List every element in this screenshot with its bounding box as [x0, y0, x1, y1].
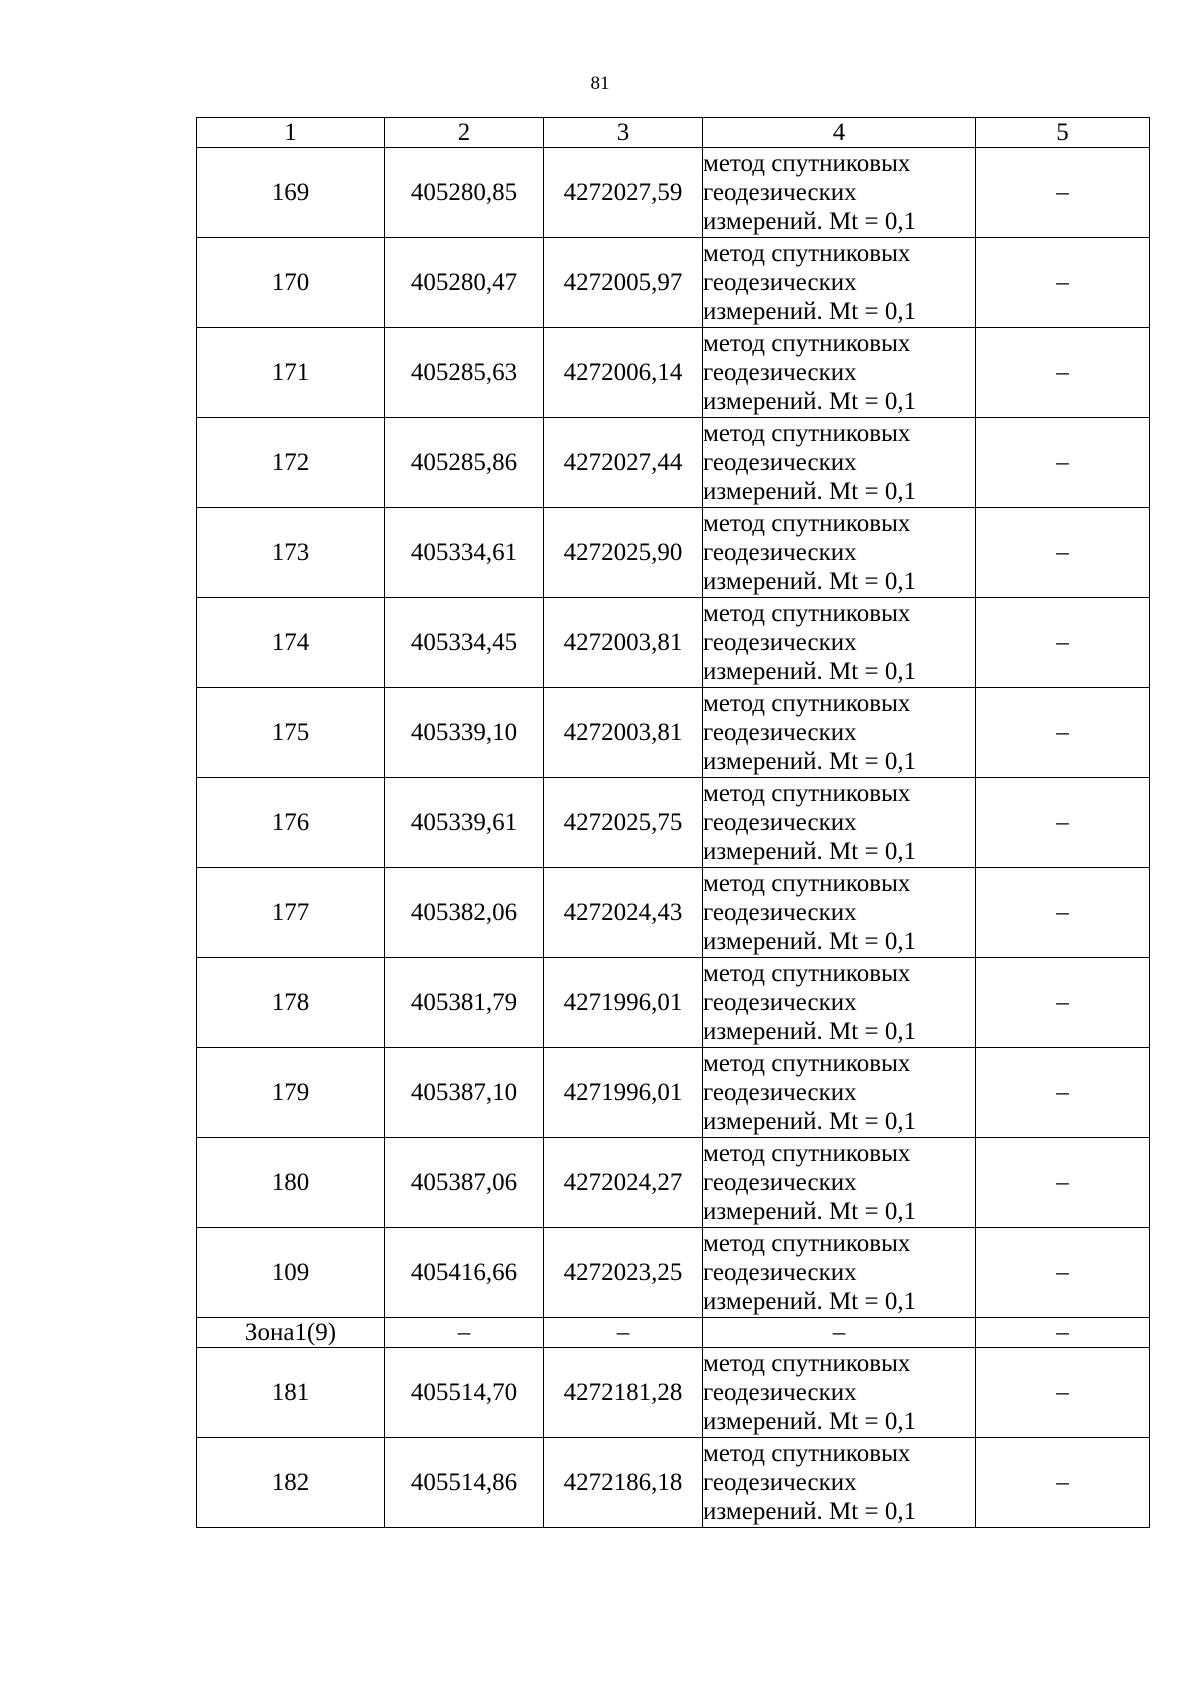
method-cell: [703, 1348, 976, 1438]
point-number-cell: 177: [197, 868, 385, 958]
zone-row: [197, 1318, 1150, 1348]
method-cell: [703, 328, 976, 418]
method-cell: [703, 958, 976, 1048]
point-number-cell: 176: [197, 778, 385, 868]
y-coordinate-cell: 4272006,14: [544, 328, 703, 418]
column-header: 2: [385, 118, 544, 148]
method-line: геодезических: [703, 629, 857, 656]
col5-cell: –: [976, 688, 1150, 778]
table-row: [197, 418, 1150, 508]
column-header: 5: [976, 118, 1150, 148]
col5-cell: –: [976, 508, 1150, 598]
method-line: геодезических: [703, 719, 857, 746]
table-header-row: [197, 118, 1150, 148]
method-cell: [703, 418, 976, 508]
method-cell: [703, 778, 976, 868]
y-coordinate-cell: 4272023,25: [544, 1228, 703, 1318]
method-line: измерений. Mt = 0,1: [703, 298, 917, 325]
table-row: [197, 238, 1150, 328]
point-number-cell: 181: [197, 1348, 385, 1438]
point-number-cell: 109: [197, 1228, 385, 1318]
point-number-cell: 178: [197, 958, 385, 1048]
zone-cell: –: [703, 1318, 976, 1348]
table-row: [197, 508, 1150, 598]
table-row: [197, 1138, 1150, 1228]
x-coordinate-cell: 405514,70: [385, 1348, 544, 1438]
method-line: метод спутниковых: [703, 780, 911, 807]
col5-cell: –: [976, 148, 1150, 238]
method-line: геодезических: [703, 1259, 857, 1286]
y-coordinate-cell: 4272003,81: [544, 598, 703, 688]
method-line: измерений. Mt = 0,1: [703, 1498, 917, 1525]
col5-cell: –: [976, 1348, 1150, 1438]
x-coordinate-cell: 405280,85: [385, 148, 544, 238]
method-line: геодезических: [703, 1079, 857, 1106]
table-row: [197, 958, 1150, 1048]
method-cell: [703, 688, 976, 778]
y-coordinate-cell: 4271996,01: [544, 1048, 703, 1138]
table-row: [197, 1438, 1150, 1528]
method-line: геодезических: [703, 359, 857, 386]
method-line: геодезических: [703, 809, 857, 836]
col5-cell: –: [976, 418, 1150, 508]
column-header: 3: [544, 118, 703, 148]
table-body: [197, 148, 1150, 1528]
method-line: геодезических: [703, 539, 857, 566]
method-line: измерений. Mt = 0,1: [703, 568, 917, 595]
point-number-cell: 182: [197, 1438, 385, 1528]
method-line: метод спутниковых: [703, 600, 911, 627]
method-cell: [703, 1228, 976, 1318]
method-line: метод спутниковых: [703, 1140, 911, 1167]
method-line: метод спутниковых: [703, 150, 911, 177]
method-line: метод спутниковых: [703, 1050, 911, 1077]
point-number-cell: 171: [197, 328, 385, 418]
x-coordinate-cell: 405334,45: [385, 598, 544, 688]
y-coordinate-cell: 4272005,97: [544, 238, 703, 328]
method-cell: [703, 1438, 976, 1528]
method-cell: [703, 1138, 976, 1228]
x-coordinate-cell: 405387,06: [385, 1138, 544, 1228]
table-row: [197, 778, 1150, 868]
method-cell: [703, 1048, 976, 1138]
col5-cell: –: [976, 238, 1150, 328]
method-line: измерений. Mt = 0,1: [703, 1108, 917, 1135]
x-coordinate-cell: 405285,86: [385, 418, 544, 508]
method-line: измерений. Mt = 0,1: [703, 1408, 917, 1435]
method-cell: [703, 598, 976, 688]
point-number-cell: 174: [197, 598, 385, 688]
method-line: измерений. Mt = 0,1: [703, 1288, 917, 1315]
y-coordinate-cell: 4271996,01: [544, 958, 703, 1048]
x-coordinate-cell: 405387,10: [385, 1048, 544, 1138]
x-coordinate-cell: 405416,66: [385, 1228, 544, 1318]
point-number-cell: 170: [197, 238, 385, 328]
zone-cell: –: [385, 1318, 544, 1348]
method-line: измерений. Mt = 0,1: [703, 748, 917, 775]
y-coordinate-cell: 4272003,81: [544, 688, 703, 778]
y-coordinate-cell: 4272024,27: [544, 1138, 703, 1228]
method-cell: [703, 508, 976, 598]
method-line: метод спутниковых: [703, 870, 911, 897]
zone-cell: –: [976, 1318, 1150, 1348]
y-coordinate-cell: 4272025,90: [544, 508, 703, 598]
table-row: [197, 1228, 1150, 1318]
x-coordinate-cell: 405339,61: [385, 778, 544, 868]
method-line: геодезических: [703, 269, 857, 296]
method-line: метод спутниковых: [703, 330, 911, 357]
point-number-cell: 179: [197, 1048, 385, 1138]
method-line: измерений. Mt = 0,1: [703, 388, 917, 415]
y-coordinate-cell: 4272024,43: [544, 868, 703, 958]
method-line: метод спутниковых: [703, 1440, 911, 1467]
y-coordinate-cell: 4272025,75: [544, 778, 703, 868]
col5-cell: –: [976, 1438, 1150, 1528]
table-row: [197, 868, 1150, 958]
y-coordinate-cell: 4272027,59: [544, 148, 703, 238]
point-number-cell: 169: [197, 148, 385, 238]
col5-cell: –: [976, 958, 1150, 1048]
zone-label-cell: Зона1(9): [197, 1318, 385, 1348]
method-line: метод спутниковых: [703, 1350, 911, 1377]
page-number: 81: [590, 73, 610, 94]
table-row: [197, 1348, 1150, 1438]
point-number-cell: 173: [197, 508, 385, 598]
col5-cell: –: [976, 598, 1150, 688]
method-line: геодезических: [703, 899, 857, 926]
column-header: 4: [703, 118, 976, 148]
x-coordinate-cell: 405334,61: [385, 508, 544, 598]
method-line: измерений. Mt = 0,1: [703, 1018, 917, 1045]
x-coordinate-cell: 405514,86: [385, 1438, 544, 1528]
table-row: [197, 598, 1150, 688]
method-line: геодезических: [703, 989, 857, 1016]
y-coordinate-cell: 4272181,28: [544, 1348, 703, 1438]
col5-cell: –: [976, 1138, 1150, 1228]
table-row: [197, 148, 1150, 238]
point-number-cell: 175: [197, 688, 385, 778]
method-line: измерений. Mt = 0,1: [703, 658, 917, 685]
x-coordinate-cell: 405382,06: [385, 868, 544, 958]
method-line: метод спутниковых: [703, 690, 911, 717]
method-line: измерений. Mt = 0,1: [703, 928, 917, 955]
method-line: геодезических: [703, 449, 857, 476]
method-line: измерений. Mt = 0,1: [703, 478, 917, 505]
method-line: измерений. Mt = 0,1: [703, 1198, 917, 1225]
method-line: метод спутниковых: [703, 1230, 911, 1257]
y-coordinate-cell: 4272027,44: [544, 418, 703, 508]
method-line: метод спутниковых: [703, 510, 911, 537]
method-cell: [703, 868, 976, 958]
zone-cell: –: [544, 1318, 703, 1348]
x-coordinate-cell: 405280,47: [385, 238, 544, 328]
table-row: [197, 328, 1150, 418]
method-cell: [703, 238, 976, 328]
method-line: метод спутниковых: [703, 420, 911, 447]
column-header: 1: [197, 118, 385, 148]
method-line: измерений. Mt = 0,1: [703, 208, 917, 235]
col5-cell: –: [976, 868, 1150, 958]
method-line: метод спутниковых: [703, 960, 911, 987]
coordinates-table: [196, 117, 1150, 1528]
col5-cell: –: [976, 1228, 1150, 1318]
method-line: геодезических: [703, 1469, 857, 1496]
col5-cell: –: [976, 328, 1150, 418]
table-row: [197, 688, 1150, 778]
col5-cell: –: [976, 1048, 1150, 1138]
method-line: геодезических: [703, 1379, 857, 1406]
x-coordinate-cell: 405381,79: [385, 958, 544, 1048]
y-coordinate-cell: 4272186,18: [544, 1438, 703, 1528]
table-row: [197, 1048, 1150, 1138]
col5-cell: –: [976, 778, 1150, 868]
point-number-cell: 172: [197, 418, 385, 508]
method-cell: [703, 148, 976, 238]
method-line: метод спутниковых: [703, 240, 911, 267]
method-line: геодезических: [703, 179, 857, 206]
x-coordinate-cell: 405339,10: [385, 688, 544, 778]
method-line: измерений. Mt = 0,1: [703, 838, 917, 865]
method-line: геодезических: [703, 1169, 857, 1196]
point-number-cell: 180: [197, 1138, 385, 1228]
x-coordinate-cell: 405285,63: [385, 328, 544, 418]
